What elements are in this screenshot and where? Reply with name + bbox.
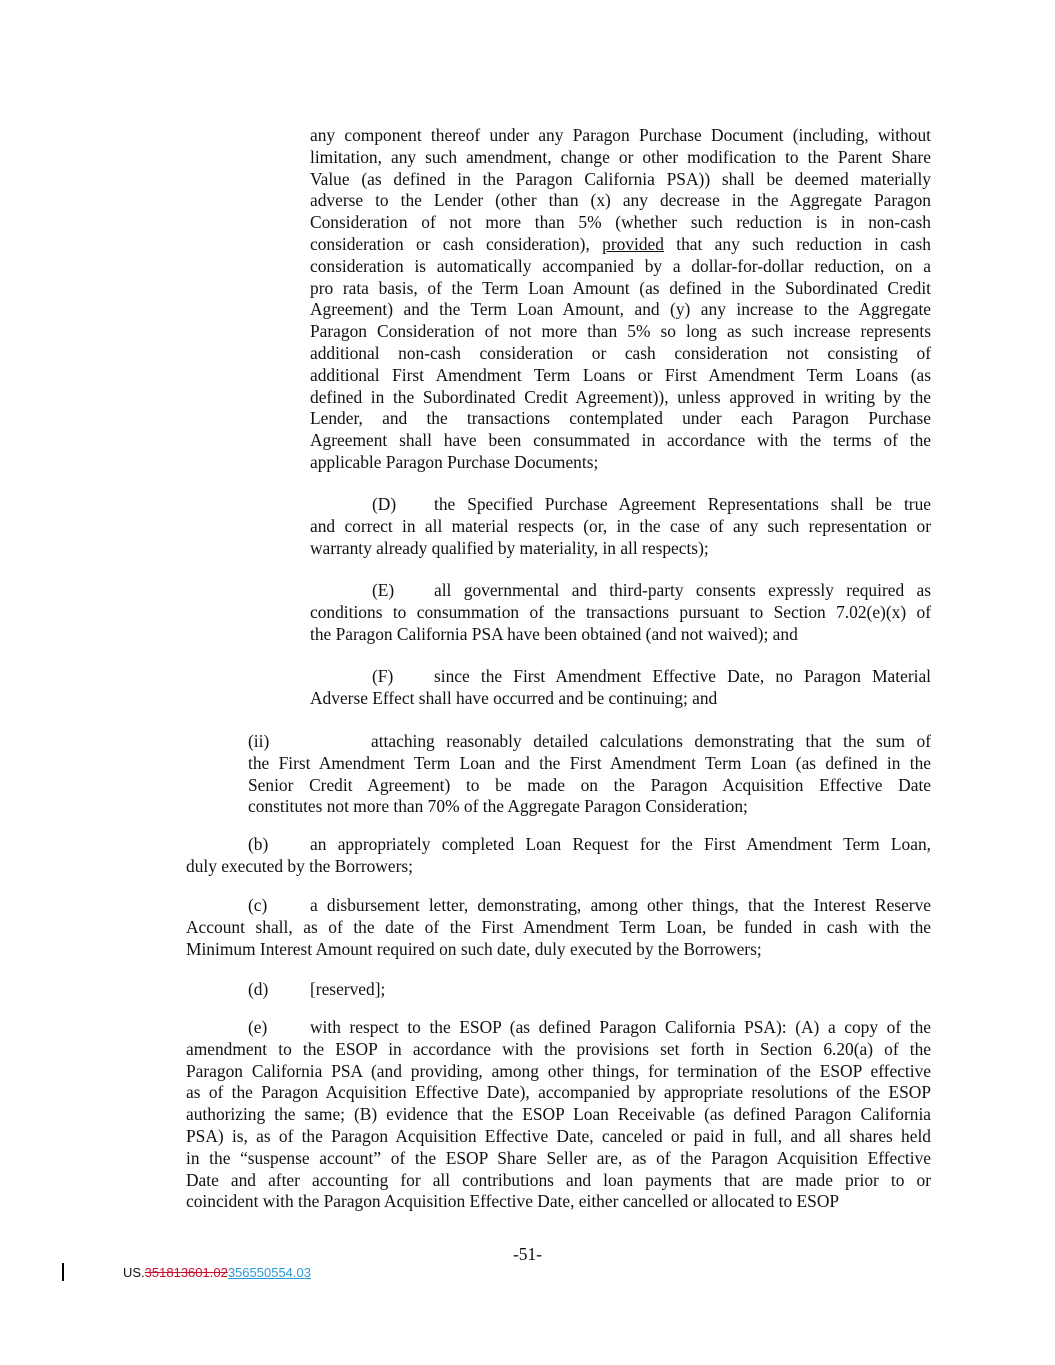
text-line: the First Amendment Term Loan and the First Amendment Term Loan (as defined in the (248, 752, 931, 773)
doc-id-inserted: 356550554.03 (227, 1265, 311, 1280)
text-line: as of the Paragon Acquisition Effective Date), accompanied by appropriate resolutions of the ESOP (186, 1082, 931, 1103)
text-line: the Paragon California PSA have been obtained (and not waived); and (310, 623, 798, 644)
text-line: Lender, and the transactions contemplated under each Paragon Purchase (310, 408, 931, 429)
document-id-footer (123, 1265, 311, 1280)
text-line: adverse to the Lender (other than (x) any decrease in the Aggregate Paragon (310, 190, 931, 211)
text-line: Date and after accounting for all contributions and loan payments that are made prior to or (186, 1169, 931, 1190)
text-line: applicable Paragon Purchase Documents; (310, 451, 599, 472)
text-line: Account shall, as of the date of the First Amendment Term Loan, be funded in cash with the (186, 916, 931, 937)
item-label: (ii) (248, 731, 270, 751)
item-label: (b) (248, 834, 269, 854)
text-line: (d) [reserved]; (248, 979, 386, 999)
paragraph-F (310, 666, 931, 710)
paragraph-d (186, 979, 931, 1001)
item-label: (e) (248, 1017, 268, 1037)
text-line: consideration is automatically accompanied by a dollar-for-dollar reduction, on a (310, 255, 931, 276)
paragraph-D (310, 494, 931, 559)
text-line: Senior Credit Agreement) to be made on the Paragon Acquisition Effective Date (248, 774, 931, 795)
text-line: additional First Amendment Term Loans or First Amendment Term Loans (as (310, 364, 931, 385)
text-line: authorizing the same; (B) evidence that the ESOP Loan Receivable (as defined Paragon California (186, 1104, 931, 1125)
paragraph-b (186, 834, 931, 878)
item-label: (F) (372, 666, 394, 686)
text-line: Minimum Interest Amount required on such date, duly executed by the Borrowers; (186, 938, 762, 959)
text-line: constitutes not more than 70% of the Aggregate Paragon Consideration; (248, 796, 748, 817)
text-line: (b) an appropriately completed Loan Request for the First Amendment Term Loan, (248, 834, 931, 854)
text-line: pro rata basis, of the Term Loan Amount (as defined in the Subordinated Credit (310, 277, 931, 298)
text-line: PSA) is, as of the Paragon Acquisition Effective Date, canceled or paid in full, and all shares held (186, 1125, 931, 1146)
text-line: (D) the Specified Purchase Agreement Representations shall be true (372, 494, 931, 514)
text-line: additional non-cash consideration or cash consideration not consisting of (310, 342, 931, 363)
text-line: Paragon Consideration of not more than 5% so long as such increase represents (310, 321, 931, 342)
text-line: (e) with respect to the ESOP (as defined Paragon California PSA): (A) a copy of the (248, 1017, 931, 1037)
paragraph-E (310, 580, 931, 645)
text-line: any component thereof under any Paragon Purchase Document (including, without (310, 125, 931, 145)
page-number: -51- (513, 1244, 542, 1264)
text-line: Paragon California PSA (and providing, among other things, for termination of the ESOP effective (186, 1060, 931, 1081)
text-line: Value (as defined in the Paragon California PSA)) shall be deemed materially (310, 168, 931, 189)
text-line: amendment to the ESOP in accordance with the provisions set forth in Section 6.20(a) of the (186, 1038, 931, 1059)
text-line: and correct in all material respects (or, in the case of any such representation or (310, 515, 931, 536)
doc-id-prefix: US. (123, 1265, 145, 1280)
text-line: (c) a disbursement letter, demonstrating, among other things, that the Interest Reserve (248, 895, 931, 915)
text-line: in the “suspense account” of the ESOP Share Seller are, as of the Paragon Acquisition Effective (186, 1147, 931, 1168)
text-line: conditions to consummation of the transactions pursuant to Section 7.02(e)(x) of (310, 601, 931, 622)
text-line: Consideration of not more than 5% (whether such reduction is in non-cash (310, 212, 931, 233)
text-line: Agreement) and the Term Loan Amount, and (y) any increase to the Aggregate (310, 299, 931, 320)
text-line: (E) all governmental and third-party consents expressly required as (372, 580, 931, 600)
text-line: (F) since the First Amendment Effective Date, no Paragon Material (372, 666, 931, 686)
doc-id-deleted: 351813601.02 (144, 1265, 228, 1280)
underlined-term: provided (602, 233, 664, 254)
text-line: coincident with the Paragon Acquisition Effective Date, either cancelled or allocated to ESOP (186, 1191, 840, 1212)
text-line: duly executed by the Borrowers; (186, 855, 413, 876)
text-line: (ii) attaching reasonably detailed calculations demonstrating that the sum of (248, 731, 931, 751)
text-line: warranty already qualified by materiality, in all respects); (310, 537, 709, 558)
change-bar (62, 1263, 64, 1281)
text-line: Adverse Effect shall have occurred and be continuing; and (310, 687, 718, 708)
item-label: (d) (248, 979, 269, 999)
paragraph-ii (248, 731, 931, 818)
text-line: limitation, any such amendment, change or other modification to the Parent Share (310, 146, 931, 167)
item-label: (c) (248, 895, 268, 915)
text-line: defined in the Subordinated Credit Agreement)), unless approved in writing by the (310, 386, 931, 407)
text-line: consideration or cash consideration), provided that any such reduction in cash (310, 233, 931, 254)
text-line: Agreement shall have been consummated in accordance with the terms of the (310, 430, 931, 451)
paragraph-c (186, 895, 931, 960)
paragraph-continuation (310, 125, 931, 474)
paragraph-e (186, 1017, 931, 1213)
item-label: (D) (372, 494, 397, 514)
item-label: (E) (372, 580, 395, 600)
